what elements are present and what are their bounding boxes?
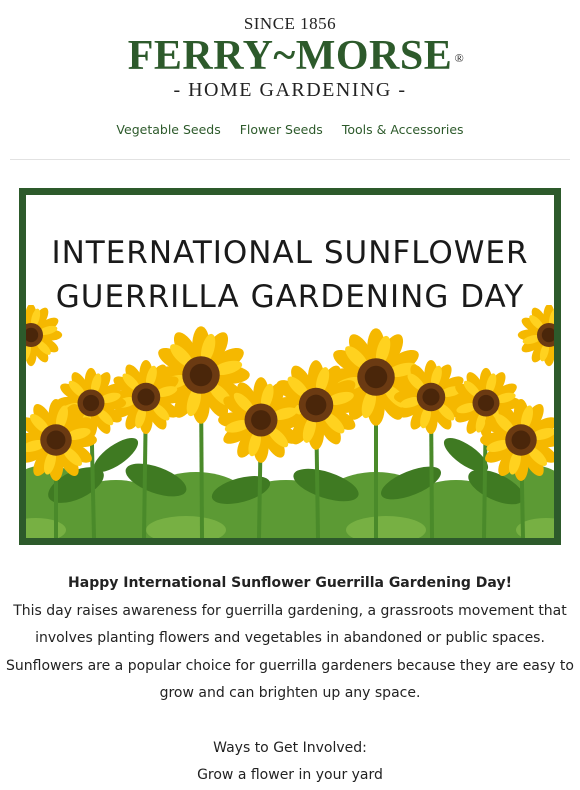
nav-link-flower-seeds[interactable]: Flower Seeds <box>239 122 323 137</box>
nav-link-vegetable-seeds[interactable]: Vegetable Seeds <box>116 122 221 137</box>
brand-name: FERRY~MORSE <box>127 33 453 79</box>
email-body <box>0 570 580 790</box>
ways-heading: Ways to Get Involved: <box>213 739 367 756</box>
sunflower-field-image <box>26 305 554 538</box>
hero-title-line-2: GUERRILLA GARDENING DAY <box>55 279 525 315</box>
hero-title-line-1: INTERNATIONAL SUNFLOWER <box>51 235 529 271</box>
ways-list-item: Grow a flower in your yard <box>197 767 383 783</box>
body-headline: Happy International Sunflower Guerrilla Gardening Day! <box>68 575 512 591</box>
header-divider <box>10 159 570 160</box>
email-header <box>0 0 580 160</box>
hero-banner[interactable] <box>19 188 561 545</box>
nav-link-tools-accessories[interactable]: Tools & Accessories <box>341 122 464 137</box>
body-paragraph: This day raises awareness for guerrilla gardening, a grassroots movement that involves planting flowers and vegetables in abandoned or public spaces. Sunflowers are a popular choice for guerrilla gardeners because they are easy to grow and can brighten up any space. <box>6 602 574 701</box>
since-label: SINCE 1856 <box>243 14 337 33</box>
brand-logo[interactable] <box>127 33 465 79</box>
registered-mark: ® <box>454 51 465 65</box>
brand-tagline: - HOME GARDENING - <box>173 79 407 101</box>
category-nav <box>0 122 580 137</box>
